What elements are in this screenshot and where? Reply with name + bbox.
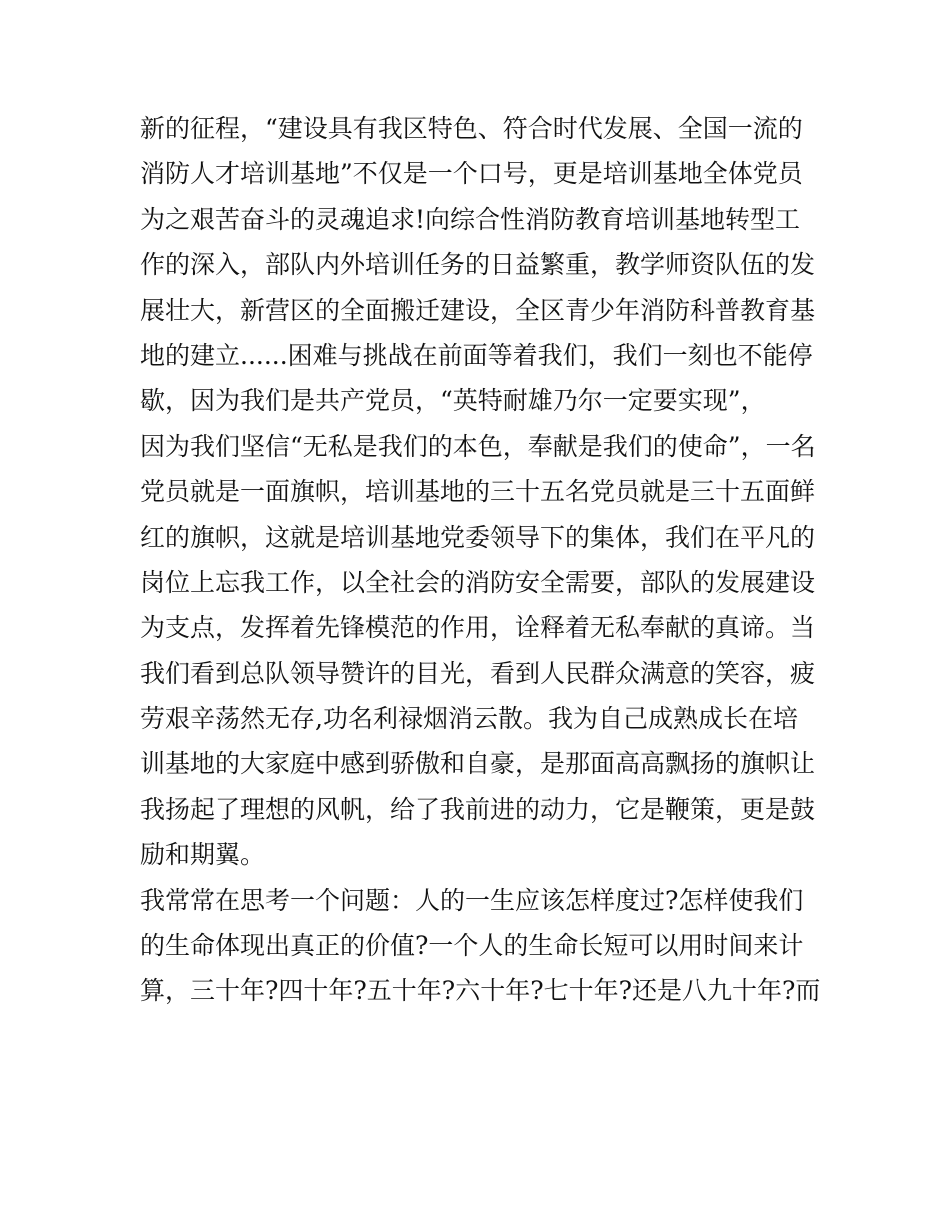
text-line: 作的深入，部队内外培训任务的日益繁重，教学师资队伍的发 (140, 250, 816, 280)
text-line: 我常常在思考一个问题：人的一生应该怎样度过?怎样使我们 (140, 885, 804, 915)
text-line: 新的征程，“建设具有我区特色、符合时代发展、全国一流的 (140, 114, 803, 143)
text-line: 劳艰辛荡然无存,功名利禄烟消云散。我为自己成熟成长在培 (140, 704, 798, 734)
text-line: 为支点，发挥着先锋模范的作用，诠释着无私奉献的真谛。当 (140, 613, 816, 643)
text-line: 励和期翼。 (140, 840, 266, 870)
text-line: 展壮大，新营区的全面搬迁建设，全区青少年消防科普教育基 (140, 295, 816, 325)
text-line: 算，三十年?四十年?五十年?六十年?七十年?还是八九十年?而 (140, 976, 820, 1006)
text-line: 岗位上忘我工作，以全社会的消防安全需要，部队的发展建设 (140, 567, 816, 597)
body-text (140, 106, 820, 1014)
text-line: 为之艰苦奋斗的灵魂追求!向综合性消防教育培训基地转型工 (140, 204, 801, 234)
text-line: 因为我们坚信“无私是我们的本色，奉献是我们的使命”，一名 (140, 431, 816, 461)
text-line: 党员就是一面旗帜，培训基地的三十五名党员就是三十五面鲜 (140, 477, 816, 507)
text-line: 消防人才培训基地”不仅是一个口号，更是培训基地全体党员 (140, 159, 803, 189)
text-line: 歇，因为我们是共产党员，“英特耐雄乃尔一定要实现”， (140, 386, 766, 416)
text-line: 训基地的大家庭中感到骄傲和自豪，是那面高高飘扬的旗帜让 (140, 749, 816, 779)
text-line: 我扬起了理想的风帆，给了我前进的动力，它是鞭策，更是鼓 (140, 794, 816, 824)
text-line: 我们看到总队领导赞许的目光，看到人民群众满意的笑容，疲 (140, 658, 816, 688)
text-line: 红的旗帜，这就是培训基地党委领导下的集体，我们在平凡的 (140, 522, 816, 552)
text-line: 地的建立......困难与挑战在前面等着我们，我们一刻也不能停 (140, 340, 813, 370)
text-line: 的生命体现出真正的价值?一个人的生命长短可以用时间来计 (140, 931, 804, 961)
